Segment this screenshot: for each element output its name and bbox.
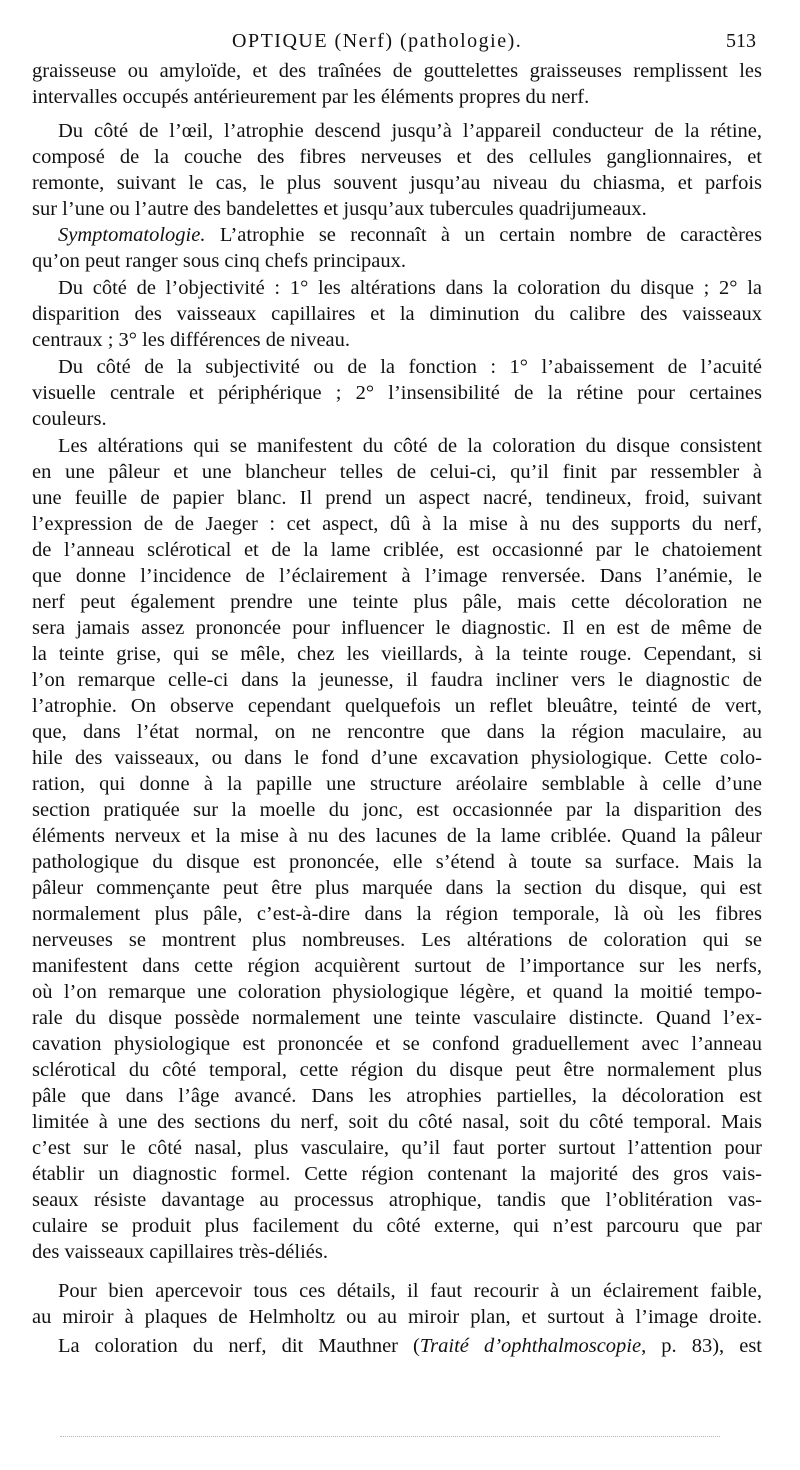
text-line: nerveuses se montrent plus nombreuses. Les altérations de coloration qui se xyxy=(32,929,762,951)
text-line: Pour bien apercevoir tous ces détails, il faut recourir à un éclairement faible, xyxy=(58,1280,762,1302)
footer-rule xyxy=(60,1436,720,1437)
text-line: hile des vaisseaux, ou dans le fond d’une excavation physiologique. Cette colo- xyxy=(32,747,762,769)
text-line: section pratiquée sur la moelle du jonc, est occasionnée par la disparition des xyxy=(32,799,762,821)
text-line: l’on remarque celle-ci dans la jeunesse, il faudra incliner vers le diagnostic de xyxy=(32,669,762,691)
text-line: la teinte grise, qui se mêle, chez les vieillards, à la teinte rouge. Cependant, si xyxy=(32,643,762,665)
text-line: limitée à une des sections du nerf, soit du côté nasal, soit du côté temporal. Mais xyxy=(32,1111,762,1133)
text-line: nerf peut également prendre une teinte plus pâle, mais cette décoloration ne xyxy=(32,591,762,613)
text-line: cavation physiologique est prononcée et se confond graduellement avec l’anneau xyxy=(32,1033,762,1055)
italic-phrase: Symptomatologie. xyxy=(58,224,206,246)
text-line: normalement plus pâle, c’est-à-dire dans la région temporale, là où les fibres xyxy=(32,903,762,925)
text-line: au miroir à plaques de Helmholtz ou au miroir plan, et surtout à l’image droite. xyxy=(32,1306,762,1328)
text-line: rale du disque possède normalement une teinte vasculaire distincte. Quand l’ex- xyxy=(32,1007,762,1029)
text-line: manifestent dans cette région acquièrent surtout de l’importance sur les nerfs, xyxy=(32,955,762,977)
text-line: l’atrophie. On observe cependant quelquefois un reflet bleuâtre, teinté de vert, xyxy=(32,695,762,717)
text-line: remonte, suivant le cas, le plus souvent jusqu’au niveau du chiasma, et parfois xyxy=(32,172,762,194)
text-line: où l’on remarque une coloration physiologique légère, et quand la moitié tempo- xyxy=(32,981,762,1003)
text-line: ration, qui donne à la papille une structure aréolaire semblable à celle d’une xyxy=(32,773,762,795)
text-line: une feuille de papier blanc. Il prend un aspect nacré, tendineux, froid, suivant xyxy=(32,487,762,509)
text-line: La coloration du nerf, dit Mauthner (Traité d’ophthalmoscopie, p. 83), est xyxy=(58,1335,762,1357)
text-line: disparition des vaisseaux capillaires et la diminution du calibre des vaisseaux xyxy=(32,303,762,325)
text-line: Du côté de la subjectivité ou de la fonction : 1° l’abaissement de l’acuité xyxy=(58,356,762,378)
text-line: l’expression de de Jaeger : cet aspect, dû à la mise à nu des supports du nerf, xyxy=(32,513,762,535)
text-line: pathologique du disque est prononcée, elle s’étend à toute sa surface. Mais la xyxy=(32,851,762,873)
text-line: intervalles occupés antérieurement par les éléments propres du nerf. xyxy=(32,86,590,108)
text-line: pâleur commençante peut être plus marquée dans la section du disque, qui est xyxy=(32,877,762,899)
text-line: graisseuse ou amyloïde, et des traînées de gouttelettes graisseuses remplissent les xyxy=(32,60,762,82)
text-line: éléments nerveux et la mise à nu des lacunes de la lame criblée. Quand la pâleur xyxy=(32,825,762,847)
text-line: pâle que dans l’âge avancé. Dans les atrophies partielles, la décoloration est xyxy=(32,1085,762,1107)
text-line: sur l’une ou l’autre des bandelettes et jusqu’aux tubercules quadrijumeaux. xyxy=(32,198,647,220)
text-line: Symptomatologie. L’atrophie se reconnaît à un certain nombre de caractères xyxy=(58,224,762,246)
text-line: Du côté de l’œil, l’atrophie descend jusqu’à l’appareil conducteur de la rétine, xyxy=(58,120,762,142)
text-line: de l’anneau sclérotical et de la lame criblée, est occasionné par le chatoiement xyxy=(32,539,762,561)
text-line: composé de la couche des fibres nerveuses et des cellules ganglionnaires, et xyxy=(32,146,762,168)
text-line: Les altérations qui se manifestent du côté de la coloration du disque consistent xyxy=(58,435,762,457)
text-line: établir un diagnostic formel. Cette région contenant la majorité des gros vais- xyxy=(32,1163,762,1185)
text-line: seaux résiste davantage au processus atrophique, tandis que l’oblitération vas- xyxy=(32,1189,762,1211)
text-line: visuelle centrale et périphérique ; 2° l’insensibilité de la rétine pour certaines xyxy=(32,382,762,404)
page-number: 513 xyxy=(726,30,756,52)
text-line: en une pâleur et une blancheur telles de celui-ci, qu’il finit par ressembler à xyxy=(32,461,762,483)
text-line: Du côté de l’objectivité : 1° les altérations dans la coloration du disque ; 2° la xyxy=(58,277,762,299)
text-line: que, dans l’état normal, on ne rencontre que dans la région maculaire, au xyxy=(32,721,762,743)
text-line: sera jamais assez prononcée pour influencer le diagnostic. Il en est de même de xyxy=(32,617,762,639)
italic-phrase: Traité d’ophthalmoscopie xyxy=(419,1335,642,1357)
body-text xyxy=(32,58,762,1358)
text-line: couleurs. xyxy=(32,408,107,430)
text-line: qu’on peut ranger sous cinq chefs principaux. xyxy=(32,250,407,272)
running-title: OPTIQUE (Nerf) (pathologie). xyxy=(232,30,523,52)
page-header xyxy=(0,24,800,58)
text-line: que donne l’incidence de l’éclairement à l’image renversée. Dans l’anémie, le xyxy=(32,565,762,587)
text-line: culaire se produit plus facilement du côté externe, qui n’est parcouru que par xyxy=(32,1215,762,1237)
text-line: des vaisseaux capillaires très-déliés. xyxy=(32,1241,328,1263)
text-line: sclérotical du côté temporal, cette région du disque peut être normalement plus xyxy=(32,1059,762,1081)
text-line: c’est sur le côté nasal, plus vasculaire, qu’il faut porter surtout l’attention pour xyxy=(32,1137,762,1159)
text-line: centraux ; 3° les différences de niveau. xyxy=(32,329,351,351)
